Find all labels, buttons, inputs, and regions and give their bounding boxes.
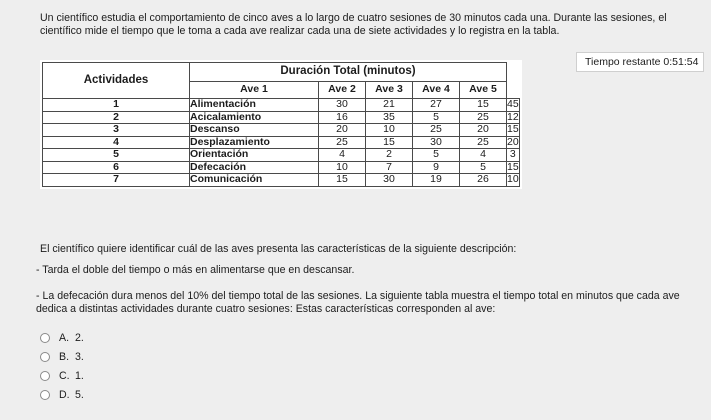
row-number: 5 <box>43 149 190 162</box>
duration-cell: 15 <box>507 160 519 173</box>
intro-text: Un científico estudia el comportamiento de cinco aves a lo largo de cuatro sesiones de 30 minutos cada una. Durante las sesiones, el científico mide el tiempo que le toma a cada ave realizar cada una de siete actividades y lo registra en la tabla. <box>40 12 667 37</box>
duration-cell: 20 <box>319 124 366 137</box>
table-row <box>43 99 520 112</box>
duration-cell: 10 <box>319 161 366 174</box>
table-row <box>43 174 520 187</box>
duration-cell: 25 <box>319 136 366 149</box>
duration-cell: 10 <box>366 124 413 137</box>
condition-1: - Tarda el doble del tiempo o más en alimentarse que en descansar. <box>36 264 355 276</box>
duration-cell: 27 <box>413 99 460 112</box>
duration-cell: 25 <box>460 136 507 149</box>
duration-cell: 9 <box>413 161 460 174</box>
table-row <box>43 124 520 137</box>
answer-options <box>40 328 84 404</box>
radio-button-d[interactable] <box>40 390 50 400</box>
duration-cell: 35 <box>366 111 413 124</box>
activities-header: Actividades <box>43 63 190 99</box>
duration-cell: 30 <box>366 174 413 187</box>
bird-header: Ave 1 <box>190 82 319 99</box>
bird-header: Ave 2 <box>319 82 366 99</box>
duration-cell: 15 <box>319 174 366 187</box>
duration-cell: 7 <box>366 161 413 174</box>
table-row <box>43 111 520 124</box>
row-number: 7 <box>43 174 190 187</box>
bird-header: Ave 5 <box>460 82 507 99</box>
option-b[interactable] <box>40 347 84 366</box>
duration-cell: 21 <box>366 99 413 112</box>
data-table <box>42 62 520 187</box>
row-number: 4 <box>43 136 190 149</box>
duration-cell: 19 <box>413 174 460 187</box>
duration-cell: 15 <box>460 99 507 112</box>
activity-name: Alimentación <box>190 99 319 112</box>
duration-cell: 45 <box>507 98 519 110</box>
duration-cell: 4 <box>319 149 366 162</box>
row-number: 6 <box>43 161 190 174</box>
activity-name: Descanso <box>190 124 319 137</box>
radio-button-c[interactable] <box>40 371 50 381</box>
row-number: 2 <box>43 111 190 124</box>
option-letter: D. <box>59 388 70 401</box>
activity-name: Defecación <box>190 161 319 174</box>
duration-cell: 30 <box>319 99 366 112</box>
duration-cell: 26 <box>460 174 507 187</box>
bird-header: Ave 3 <box>366 82 413 99</box>
duration-cell: 2 <box>366 149 413 162</box>
data-table-container <box>40 60 522 189</box>
timer-label: Tiempo restante <box>585 56 661 68</box>
duration-cell: 25 <box>413 124 460 137</box>
duration-cell: 5 <box>413 149 460 162</box>
duration-cell: 20 <box>507 135 519 148</box>
row-number: 3 <box>43 124 190 137</box>
duration-cell: 5 <box>413 111 460 124</box>
timer-value: 0:51:54 <box>663 56 699 68</box>
bird-header: Ave 4 <box>413 82 460 99</box>
duration-cell: 30 <box>413 136 460 149</box>
duration-cell: 15 <box>366 136 413 149</box>
option-text: 5. <box>75 388 84 401</box>
duration-cell: 10 <box>507 173 519 185</box>
radio-button-a[interactable] <box>40 333 50 343</box>
timer-box <box>576 52 704 72</box>
option-text: 3. <box>75 350 84 363</box>
option-text: 2. <box>75 331 84 344</box>
activity-name: Comunicación <box>190 174 319 187</box>
option-text: 1. <box>75 369 84 382</box>
table-row <box>43 161 520 174</box>
duration-cell: 4 <box>460 149 507 162</box>
table-row <box>43 136 520 149</box>
duration-header: Duración Total (minutos) <box>190 63 507 82</box>
activity-name: Desplazamiento <box>190 136 319 149</box>
duration-cell: 25 <box>460 111 507 124</box>
row-number: 1 <box>43 99 190 112</box>
option-letter: A. <box>59 331 70 344</box>
duration-cell: 20 <box>460 124 507 137</box>
option-c[interactable] <box>40 366 84 385</box>
duration-cell: 12 <box>507 110 519 123</box>
duration-cell: 16 <box>319 111 366 124</box>
activity-name: Acicalamiento <box>190 111 319 124</box>
condition-2: - La defecación dura menos del 10% del tiempo total de las sesiones. La siguiente tabla muestra el tiempo total en minutos que cada ave dedica a distintas actividades durante cuatro sesiones: Estas características corresponden al ave: <box>36 290 680 315</box>
option-d[interactable] <box>40 385 84 404</box>
question-text: El científico quiere identificar cuál de las aves presenta las características de la siguiente descripción: <box>40 243 517 255</box>
option-a[interactable] <box>40 328 84 347</box>
radio-button-b[interactable] <box>40 352 50 362</box>
table-row <box>43 149 520 162</box>
duration-cell: 5 <box>460 161 507 174</box>
duration-cell: 3 <box>507 149 520 162</box>
duration-cell: 15 <box>507 123 519 135</box>
activity-name: Orientación <box>190 149 319 162</box>
option-letter: C. <box>59 369 70 382</box>
option-letter: B. <box>59 350 70 363</box>
